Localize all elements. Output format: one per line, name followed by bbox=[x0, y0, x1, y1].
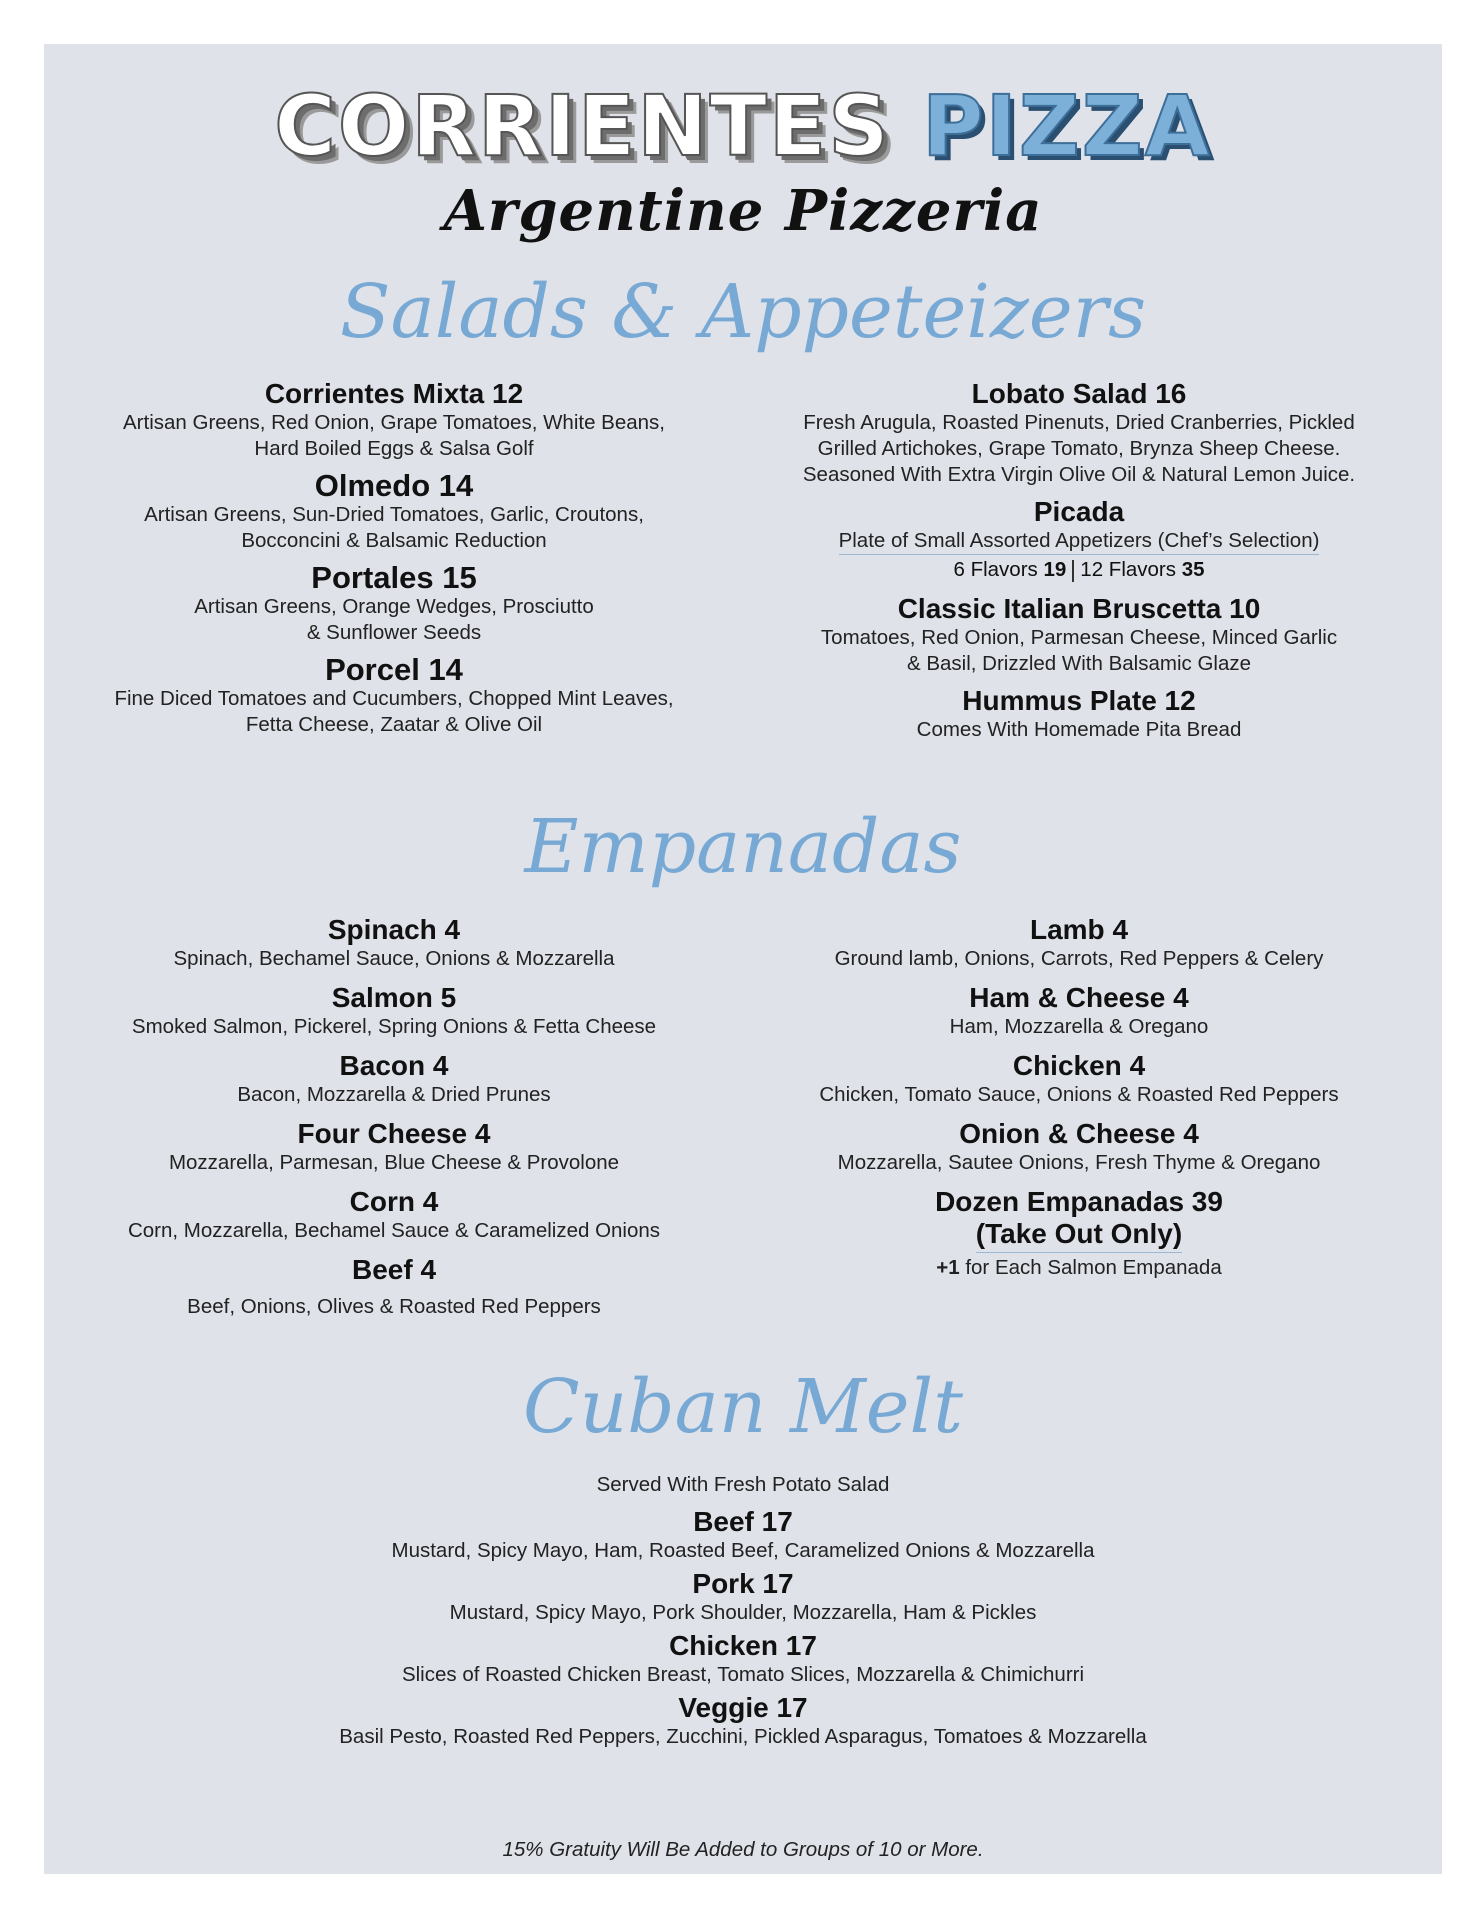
item-name-note: (Take Out Only) bbox=[976, 1218, 1182, 1253]
item-name: Porcel 14 bbox=[325, 652, 463, 687]
menu-item-hummus-plate bbox=[754, 685, 1404, 743]
item-name: Chicken 17 bbox=[669, 1630, 817, 1661]
item-name: Corn 4 bbox=[349, 1186, 439, 1217]
item-name: Picada bbox=[1033, 496, 1125, 527]
salads-right-column bbox=[754, 378, 1404, 751]
section-heading-empanadas: Empanadas bbox=[524, 804, 962, 890]
option-price: 19 bbox=[1043, 558, 1067, 581]
item-name: Dozen Empanadas 39 bbox=[935, 1186, 1223, 1217]
menu-item-porcel bbox=[84, 654, 704, 738]
section-heading-salads: Salads & Appeteizers bbox=[339, 269, 1147, 355]
item-desc: Mozzarella, Parmesan, Blue Cheese & Provolone bbox=[168, 1151, 620, 1174]
menu-item-cuban-chicken bbox=[44, 1630, 1442, 1688]
item-name: Onion & Cheese 4 bbox=[959, 1118, 1199, 1149]
item-name: Beef 17 bbox=[693, 1506, 793, 1537]
menu-item-lobato-salad bbox=[754, 378, 1404, 488]
menu-item-spinach bbox=[84, 914, 704, 972]
item-desc-line: & Basil, Drizzled With Balsamic Glaze bbox=[906, 652, 1252, 675]
picada-price-options bbox=[754, 555, 1404, 585]
menu-item-corn bbox=[84, 1186, 704, 1244]
menu-item-portales bbox=[84, 562, 704, 646]
menu-item-beef-empanada bbox=[84, 1254, 704, 1320]
menu-item-dozen-empanadas bbox=[754, 1186, 1404, 1281]
item-desc-line: Artisan Greens, Red Onion, Grape Tomatoes, White Beans, bbox=[123, 411, 665, 434]
item-name: Lamb 4 bbox=[1029, 914, 1129, 945]
item-desc: Corn, Mozzarella, Bechamel Sauce & Caramelized Onions bbox=[127, 1219, 661, 1242]
item-name: Corrientes Mixta 12 bbox=[264, 378, 524, 409]
section-heading-cuban-melt: Cuban Melt bbox=[523, 1364, 963, 1450]
item-desc-line: Plate of Small Assorted Appetizers (Chef’s Selection) bbox=[839, 528, 1320, 555]
item-name: Portales 15 bbox=[311, 560, 477, 595]
item-desc-line: Fresh Arugula, Roasted Pinenuts, Dried Cranberries, Pickled bbox=[803, 411, 1355, 434]
item-desc: Ground lamb, Onions, Carrots, Red Peppers & Celery bbox=[834, 947, 1324, 970]
item-desc-line: Comes With Homemade Pita Bread bbox=[916, 718, 1242, 741]
item-name: Veggie 17 bbox=[678, 1692, 808, 1723]
brand-name bbox=[44, 77, 1442, 175]
empanadas-right-column bbox=[754, 914, 1404, 1289]
item-name: Hummus Plate 12 bbox=[962, 685, 1196, 716]
cuban-melt-section bbox=[44, 1472, 1442, 1758]
extra-price: +1 bbox=[936, 1256, 960, 1279]
item-desc-line: Artisan Greens, Sun-Dried Tomatoes, Garlic, Croutons, bbox=[144, 503, 644, 526]
item-name: Spinach 4 bbox=[327, 914, 461, 945]
item-desc: Slices of Roasted Chicken Breast, Tomato Slices, Mozzarella & Chimichurri bbox=[401, 1663, 1085, 1686]
menu-item-chicken-empanada bbox=[754, 1050, 1404, 1108]
option-price: 35 bbox=[1181, 558, 1205, 581]
menu-item-cuban-beef bbox=[44, 1506, 1442, 1564]
divider bbox=[1072, 560, 1074, 582]
menu-item-ham-cheese bbox=[754, 982, 1404, 1040]
item-desc-line: Hard Boiled Eggs & Salsa Golf bbox=[254, 437, 534, 460]
section-intro: Served With Fresh Potato Salad bbox=[596, 1473, 890, 1496]
item-desc-line: Bocconcini & Balsamic Reduction bbox=[241, 529, 547, 552]
item-desc-line: Seasoned With Extra Virgin Olive Oil & Natural Lemon Juice. bbox=[802, 463, 1356, 486]
menu-item-bruscetta bbox=[754, 593, 1404, 677]
menu-item-cuban-veggie bbox=[44, 1692, 1442, 1750]
item-name: Classic Italian Bruscetta 10 bbox=[897, 593, 1261, 624]
salads-left-column bbox=[84, 378, 704, 746]
item-name: Salmon 5 bbox=[331, 982, 457, 1013]
item-name: Pork 17 bbox=[692, 1568, 794, 1599]
menu-item-salmon bbox=[84, 982, 704, 1040]
item-name: Beef 4 bbox=[351, 1254, 437, 1285]
item-name: Ham & Cheese 4 bbox=[969, 982, 1189, 1013]
item-desc: Spinach, Bechamel Sauce, Onions & Mozzarella bbox=[173, 947, 615, 970]
item-desc: Ham, Mozzarella & Oregano bbox=[949, 1015, 1209, 1038]
brand-subtitle: Argentine Pizzeria bbox=[443, 178, 1043, 244]
menu-item-picada bbox=[754, 496, 1404, 585]
item-desc: Mustard, Spicy Mayo, Ham, Roasted Beef, Caramelized Onions & Mozzarella bbox=[391, 1539, 1095, 1562]
option-label: 12 Flavors bbox=[1080, 558, 1177, 581]
extra-text: for Each Salmon Empanada bbox=[959, 1256, 1222, 1279]
item-name: Chicken 4 bbox=[1012, 1050, 1146, 1081]
item-desc-line: Tomatoes, Red Onion, Parmesan Cheese, Minced Garlic bbox=[820, 626, 1338, 649]
menu-item-corrientes-mixta bbox=[84, 378, 704, 462]
item-name: Lobato Salad 16 bbox=[971, 378, 1187, 409]
item-desc: Chicken, Tomato Sauce, Onions & Roasted Red Peppers bbox=[819, 1083, 1339, 1106]
item-desc-line: Grilled Artichokes, Grape Tomato, Brynza Sheep Cheese. bbox=[817, 437, 1341, 460]
item-desc bbox=[754, 1255, 1404, 1281]
brand-word-corrientes: CORRIENTES bbox=[274, 77, 891, 175]
item-desc: Smoked Salmon, Pickerel, Spring Onions & Fetta Cheese bbox=[131, 1015, 657, 1038]
menu-item-lamb bbox=[754, 914, 1404, 972]
item-name: Bacon 4 bbox=[339, 1050, 449, 1081]
brand-word-pizza: PIZZA bbox=[922, 77, 1212, 175]
menu-item-four-cheese bbox=[84, 1118, 704, 1176]
item-desc-line: Fine Diced Tomatoes and Cucumbers, Chopped Mint Leaves, bbox=[114, 687, 674, 710]
item-desc-line: Fetta Cheese, Zaatar & Olive Oil bbox=[245, 713, 543, 736]
item-desc-line: Artisan Greens, Orange Wedges, Prosciutto bbox=[194, 595, 594, 618]
item-desc: Mozzarella, Sautee Onions, Fresh Thyme & Oregano bbox=[837, 1151, 1321, 1174]
item-desc: Bacon, Mozzarella & Dried Prunes bbox=[237, 1083, 551, 1106]
item-name: Four Cheese 4 bbox=[297, 1118, 491, 1149]
option-label: 6 Flavors bbox=[953, 558, 1038, 581]
item-desc: Basil Pesto, Roasted Red Peppers, Zucchini, Pickled Asparagus, Tomatoes & Mozzarella bbox=[339, 1725, 1147, 1748]
menu-item-onion-cheese bbox=[754, 1118, 1404, 1176]
gratuity-note: 15% Gratuity Will Be Added to Groups of 10 or More. bbox=[502, 1838, 984, 1861]
item-desc: Mustard, Spicy Mayo, Pork Shoulder, Mozzarella, Ham & Pickles bbox=[449, 1601, 1037, 1624]
restaurant-logo bbox=[44, 77, 1442, 244]
item-name: Olmedo 14 bbox=[314, 468, 474, 503]
item-desc: Beef, Onions, Olives & Roasted Red Peppers bbox=[187, 1295, 601, 1318]
item-desc-line: & Sunflower Seeds bbox=[306, 621, 482, 644]
empanadas-left-column bbox=[84, 914, 704, 1328]
menu-item-bacon bbox=[84, 1050, 704, 1108]
menu-item-cuban-pork bbox=[44, 1568, 1442, 1626]
menu-page bbox=[44, 44, 1442, 1874]
menu-item-olmedo bbox=[84, 470, 704, 554]
